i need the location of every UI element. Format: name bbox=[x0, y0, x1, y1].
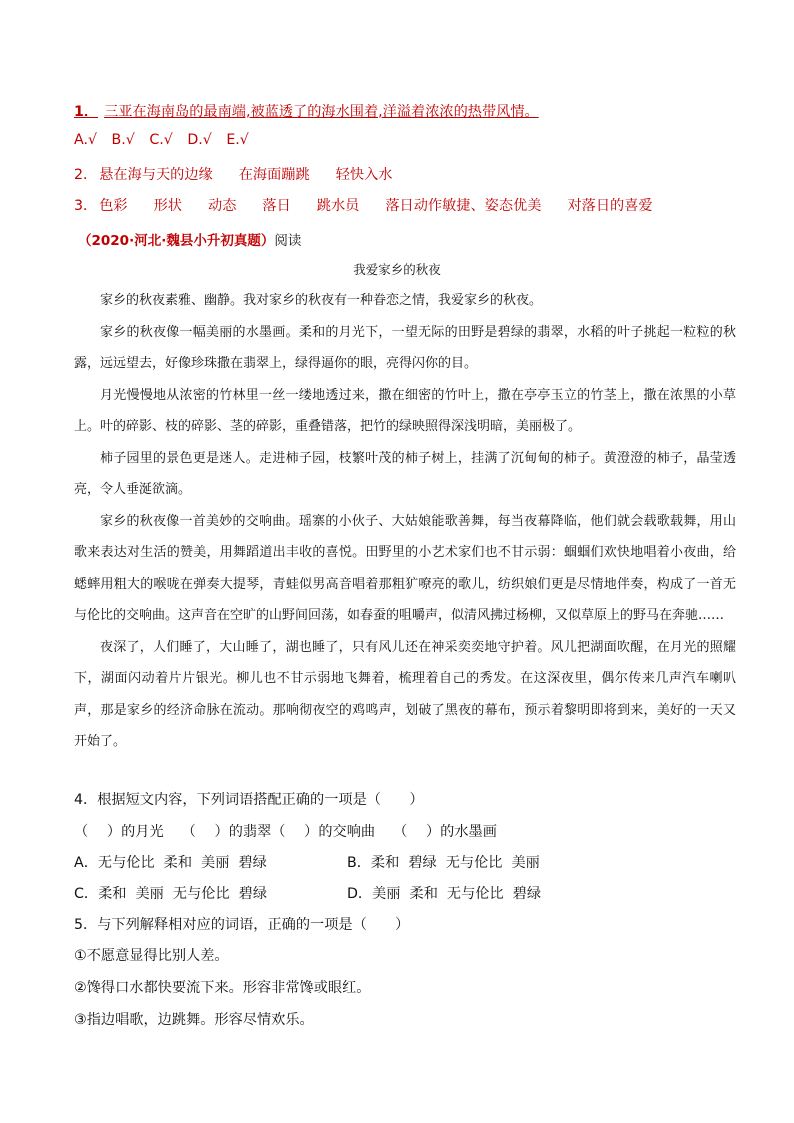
answer-3-item: 落日 bbox=[262, 198, 291, 214]
answer-3 bbox=[74, 195, 679, 215]
answer-1-number: 1． bbox=[74, 104, 99, 120]
answer-1 bbox=[74, 101, 539, 121]
answer-choice: E.√ bbox=[226, 132, 249, 148]
answer-2-item: 悬在海与天的边缘 bbox=[99, 167, 213, 183]
question-4-stem: 4．根据短文内容，下列词语搭配正确的一项是（ ） bbox=[74, 792, 424, 808]
passage-paragraph: 柿子园里的景色更是迷人。走进柿子园，枝繁叶茂的柿子树上，挂满了沉甸甸的柿子。黄澄澄的柿子，晶莹透亮，令人垂涎欲滴。 bbox=[74, 450, 736, 497]
answer-3-item: 形状 bbox=[153, 198, 182, 214]
option-b: B．柔和 碧绿 无与伦比 美丽 bbox=[347, 855, 540, 871]
explanation-item: ②馋得口水都快要流下来。形容非常馋或眼红。 bbox=[74, 980, 371, 996]
answer-1-text: 三亚在海南岛的最南端,被蓝透了的海水围着,洋溢着浓浓的热带风情。 bbox=[104, 104, 539, 120]
answer-3-item: 对落日的喜爱 bbox=[567, 198, 653, 214]
passage-body bbox=[74, 285, 736, 758]
passage-paragraph: 夜深了，人们睡了，大山睡了，湖也睡了，只有风儿还在神采奕奕地守护着。风儿把湖面吹醒，在月光的照耀下，湖面闪动着片片银光。柳儿也不甘示弱地飞舞着，梳理着自己的秀发。在这深夜里，偶尔传来几声汽车喇叭声，那是家乡的经济命脉在流动。那响彻夜空的鸡鸣声，划破了黑夜的幕布，预示着黎明即将到来，美好的一天又开始了。 bbox=[74, 639, 736, 749]
answer-3-item: 动态 bbox=[208, 198, 237, 214]
answer-choice: D.√ bbox=[187, 132, 212, 148]
option-d: D．美丽 柔和 无与伦比 碧绿 bbox=[347, 886, 542, 902]
source-line bbox=[78, 229, 301, 249]
answer-choices-row bbox=[74, 132, 259, 148]
answer-2-label: 2． bbox=[74, 167, 98, 183]
passage-title: 我爱家乡的秋夜 bbox=[353, 262, 441, 277]
answer-choice: A.√ bbox=[74, 132, 98, 148]
passage-paragraph: 家乡的秋夜像一首美妙的交响曲。瑶寨的小伙子、大姑娘能歌善舞，每当夜幕降临，他们就会载歌载舞，用山歌来表达对生活的赞美，用舞蹈道出丰收的喜悦。田野里的小艺术家们也不甘示弱：蝈蝈们欢快地唱着小夜曲，给蟋蟀用粗大的喉咙在弹奏大提琴，青蛙似男高音唱着那粗犷嘹亮的歌儿，纺织娘们更是尽情地伴奏，构成了一首无与伦比的交响曲。这声音在空旷的山野间回荡，如春蚕的咀嚼声，似清风拂过杨柳，又似草原上的野马在奔驰…… bbox=[74, 513, 736, 623]
explanation-item: ①不愿意显得比别人差。 bbox=[74, 948, 229, 964]
passage-paragraph: 月光慢慢地从浓密的竹林里一丝一缕地透过来，撒在细密的竹叶上，撒在亭亭玉立的竹茎上，撒在浓黑的小草上。叶的碎影、枝的碎影、茎的碎影，重叠错落，把竹的绿映照得深浅明暗，美丽极了。 bbox=[74, 387, 736, 434]
answer-2-item: 在海面蹦跳 bbox=[238, 167, 310, 183]
source-suffix: 阅读 bbox=[274, 233, 302, 249]
explanation-item: ③指边唱歌，边跳舞。形容尽情欢乐。 bbox=[74, 1012, 314, 1028]
answer-2 bbox=[74, 164, 418, 184]
passage-paragraph: 家乡的秋夜素雅、幽静。我对家乡的秋夜有一种眷恋之情，我爱家乡的秋夜。 bbox=[100, 293, 543, 308]
option-a: A．无与伦比 柔和 美丽 碧绿 bbox=[74, 855, 267, 871]
option-c: C．柔和 美丽 无与伦比 碧绿 bbox=[74, 886, 268, 902]
answer-choice: B.√ bbox=[111, 132, 135, 148]
passage-paragraph: 家乡的秋夜像一幅美丽的水墨画。柔和的月光下，一望无际的田野是碧绿的翡翠，水稻的叶子挑起一粒粒的秋露，远远望去，好像珍珠撒在翡翠上，绿得逼你的眼，亮得闪你的目。 bbox=[74, 324, 736, 371]
blank-phrase: （ ）的水墨画 bbox=[393, 824, 497, 840]
source-tag: （2020·河北·魏县小升初真题） bbox=[78, 233, 275, 249]
answer-2-item: 轻快入水 bbox=[335, 167, 393, 183]
answer-3-label: 3． bbox=[74, 198, 98, 214]
answer-3-item: 落日动作敏捷、姿态优美 bbox=[385, 198, 542, 214]
question-4-blanks bbox=[74, 821, 515, 841]
blank-phrase: （ ）的翡翠（ ）的交响曲 bbox=[181, 824, 376, 840]
answer-3-item: 色彩 bbox=[99, 198, 128, 214]
question-5-stem: 5．与下列解释相对应的词语，正确的一项是（ ） bbox=[74, 917, 410, 933]
blank-phrase: （ ）的月光 bbox=[74, 824, 164, 840]
answer-choice: C.√ bbox=[149, 132, 173, 148]
answer-3-item: 跳水员 bbox=[316, 198, 360, 214]
